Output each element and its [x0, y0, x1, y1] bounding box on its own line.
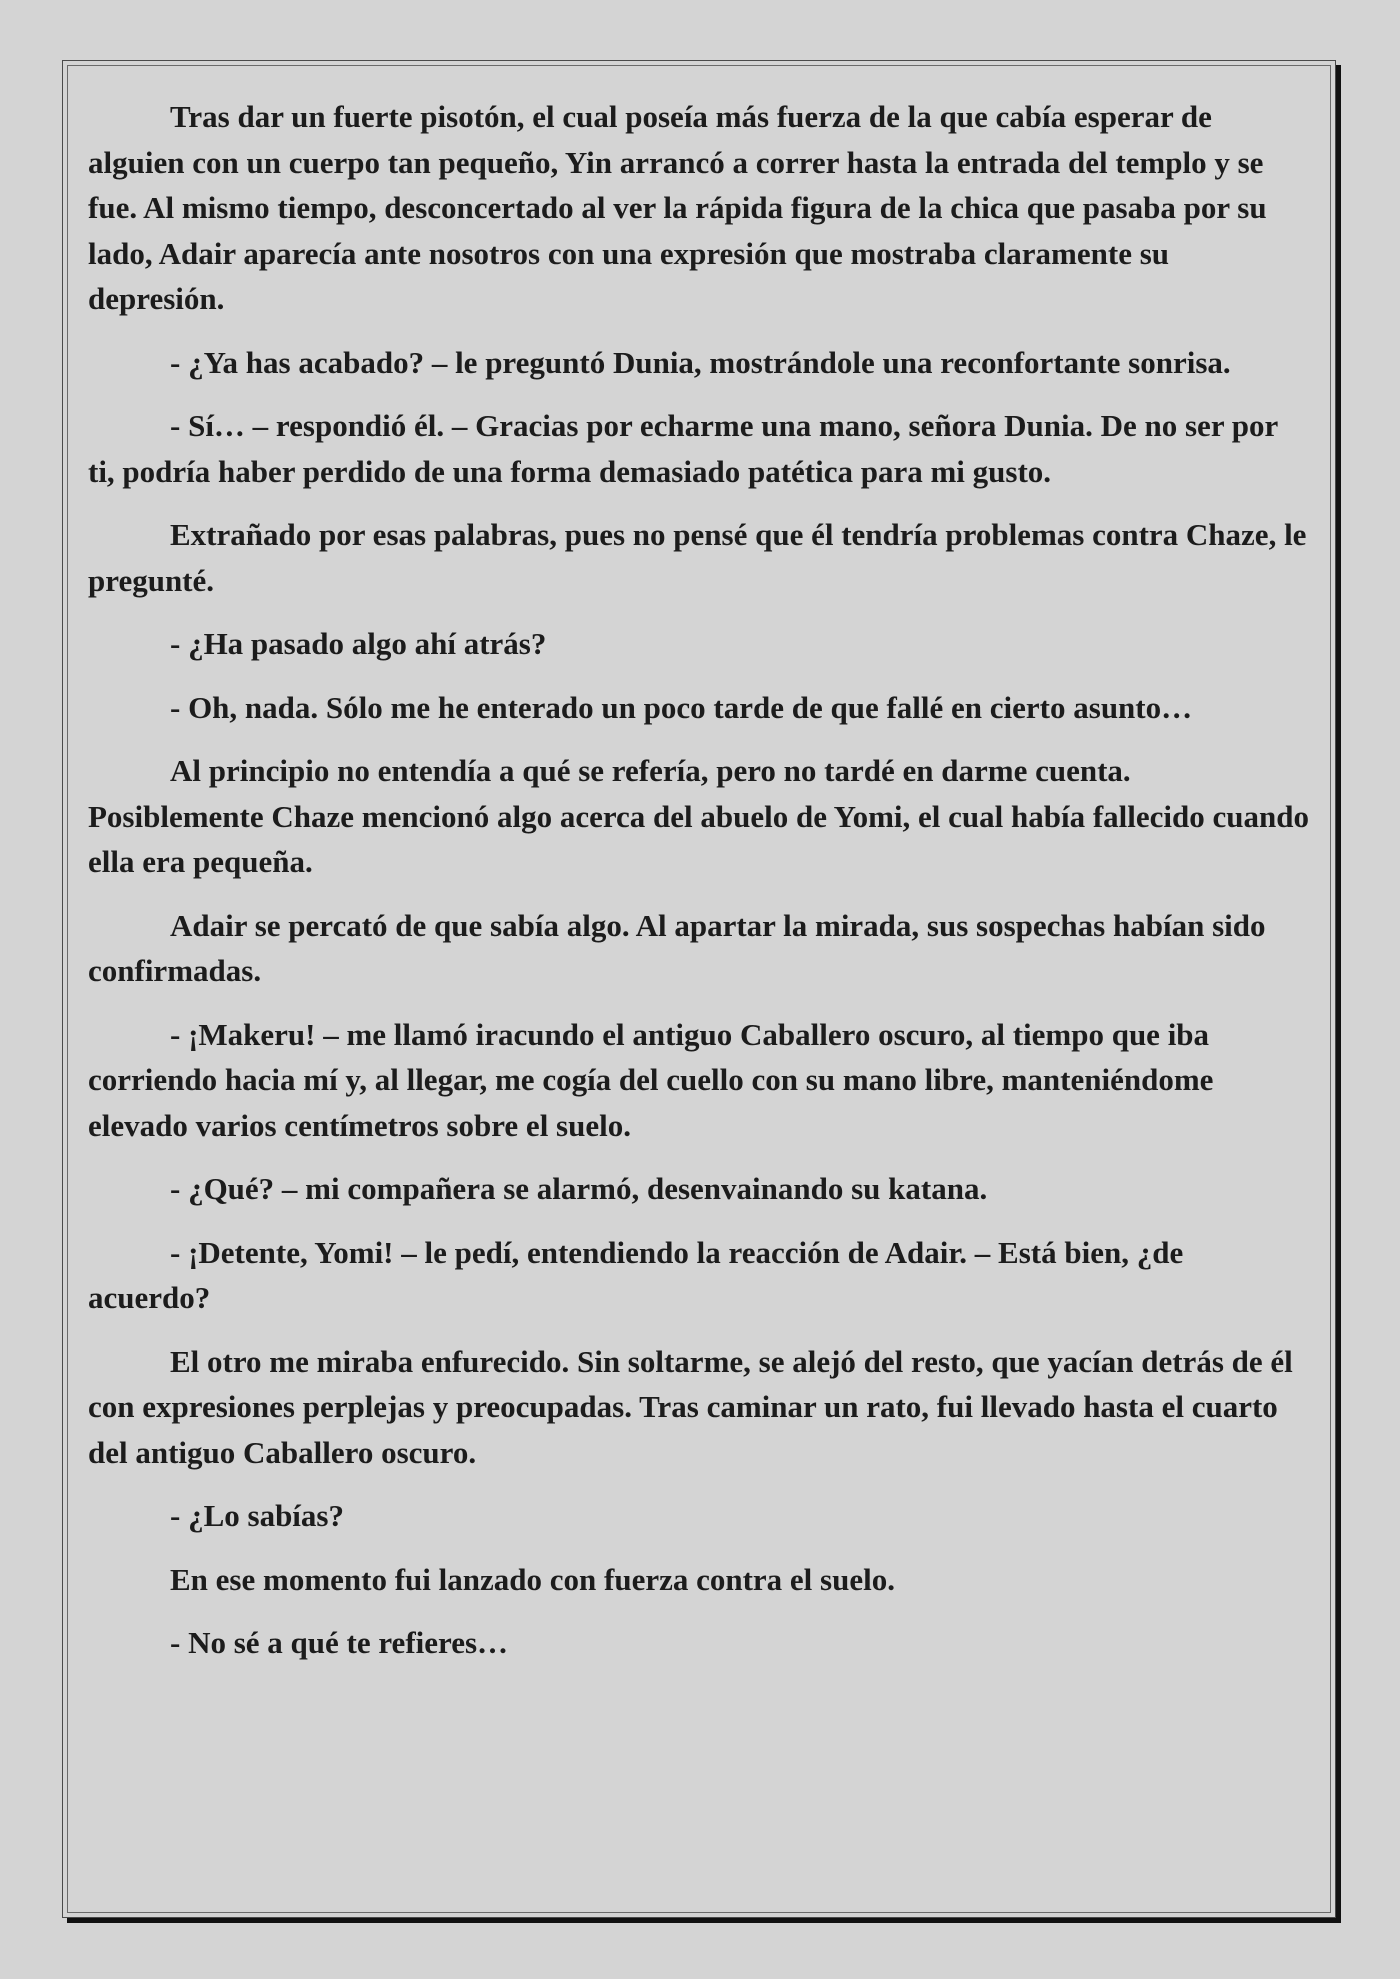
page-frame [62, 60, 1336, 1918]
paragraph: - ¡Makeru! – me llamó iracundo el antiguo Caballero oscuro, al tiempo que iba corriendo hacia mí y, al llegar, me cogía del cuello con su mano libre, manteniéndome elevado varios centímetros sobre el suelo. [88, 1016, 1214, 1143]
paragraph: En ese momento fui lanzado con fuerza contra el suelo. [170, 1561, 895, 1597]
page-inner-border [67, 65, 1331, 1913]
paragraph: Al principio no entendía a qué se refería, pero no tardé en darme cuenta. Posiblemente Chaze mencionó algo acerca del abuelo de Yomi, el cual había fallecido cuando ella era pequeña. [88, 753, 1309, 879]
paragraph: - No sé a qué te refieres… [170, 1625, 509, 1660]
paragraph: Adair se percató de que sabía algo. Al apartar la mirada, sus sospechas habían sido confirmadas. [88, 907, 1266, 988]
paragraph: El otro me miraba enfurecido. Sin soltarme, se alejó del resto, que yacían detrás de él con expresiones perplejas y preocupadas. Tras caminar un rato, fui llevado hasta el cuarto del antiguo Caballero oscuro. [88, 1343, 1293, 1470]
document-body [88, 94, 1310, 1684]
paragraph: - ¿Qué? – mi compañera se alarmó, desenvainando su katana. [170, 1171, 988, 1206]
paragraph: - Oh, nada. Sólo me he enterado un poco tarde de que fallé en cierto asunto… [170, 689, 1193, 725]
paragraph: - ¿Lo sabías? [170, 1498, 344, 1533]
paragraph: - ¿Ya has acabado? – le preguntó Dunia, mostrándole una reconfortante sonrisa. [170, 344, 1231, 380]
paragraph: Extrañado por esas palabras, pues no pensé que él tendría problemas contra Chaze, le pregunté. [88, 517, 1307, 598]
paragraph: - Sí… – respondió él. – Gracias por echarme una mano, señora Dunia. De no ser por ti, podría haber perdido de una forma demasiado patética para mi gusto. [88, 408, 1278, 489]
paragraph: - ¿Ha pasado algo ahí atrás? [170, 626, 547, 661]
paragraph: Tras dar un fuerte pisotón, el cual poseía más fuerza de la que cabía esperar de alguien con un cuerpo tan pequeño, Yin arrancó a correr hasta la entrada del templo y se fue. Al mismo tiempo, desconcertado al ver la rápida figura de la chica que pasaba por su lado, Adair aparecía ante nosotros con una expresión que mostraba claramente su depresión. [88, 99, 1267, 316]
paragraph: - ¡Detente, Yomi! – le pedí, entendiendo la reacción de Adair. – Está bien, ¿de acuerdo? [88, 1234, 1184, 1315]
